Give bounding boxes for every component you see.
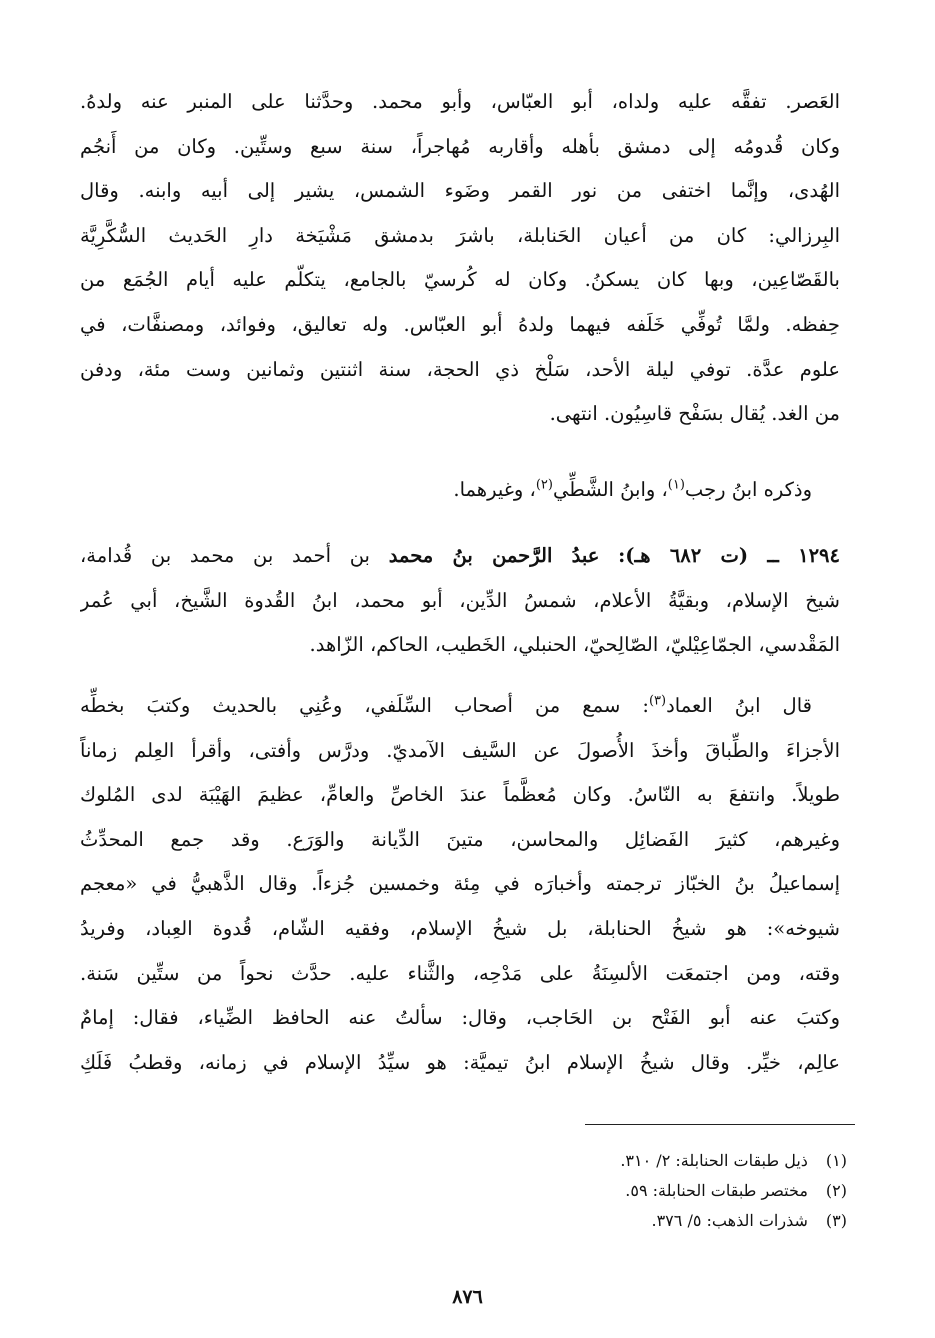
text-line: بالقَصّاعِين، وبها كان يسكنُ. وكان له كُرسيّ بالجامع، يتكلّم عليه أيام الجُمَع من: [80, 268, 840, 292]
text-line: عالِم، خيِّر. وقال شيخُ الإسلام ابنُ تيميَّة: هو سيِّدُ الإسلام في زمانه، وقطبُ فَلَكِ: [80, 1050, 840, 1074]
text-line: البِرزالي: كان من أعيان الحَنابلة، باشرَ بدمشق مَشْيَخة دارِ الحَديث السُّكَّرِيَّة: [80, 223, 840, 247]
citation-text: ، وغيرهما.: [453, 478, 536, 501]
quote-text: قال ابنُ العماد: [666, 694, 812, 717]
text-line: المَقْدسي، الجمّاعِيْليّ، الصّالِحيّ، الحنبلي، الخَطيب، الحاكم، الزّاهد.: [309, 633, 840, 657]
paragraph-citations: [80, 468, 840, 513]
text-line: إسماعيلُ بنُ الخبّاز ترجمته وأخبارَه في مِئة وخمسين جُزءاً. وقال الذَّهبيُّ في «معجم: [80, 872, 840, 896]
citation-text: ، وابنُ الشَّطِّي: [552, 478, 668, 501]
text-line: الهُدى، وإنَّما اختفى من نور القمر وضَوء الشمس، يشير إلى أبيه وابنه. وقال: [80, 179, 840, 203]
footnote-number: (١): [825, 1151, 847, 1170]
text-line: من الغد. يُقال بسَفْح قاسِيُون. انتهى.: [549, 402, 840, 426]
footnote-number: (٣): [825, 1211, 847, 1230]
text-line: شيوخه»: هو شيخُ الحنابلة، بل شيخُ الإسلام، وفقيه الشّام، قُدوة العِباد، وفريدُ: [80, 916, 840, 940]
text-line: حِفظه. ولمَّا تُوفِّي خَلَفه فيهما ولدهُ أبو العبّاس. وله تعاليق، وفوائد، ومصنفَّات، في: [80, 312, 840, 336]
footnote-item: [447, 1176, 847, 1206]
text-line: الأجزاءَ والطِّباقَ وأخذَ الأُصولَ عن السَّيف الآمديّ. ودرَّس وأفتى، وأقرأ العِلم زماناً: [80, 738, 840, 762]
entry-number-date: ١٢٩٤ ــ (ت ٦٨٢ هـ):: [618, 544, 840, 567]
text-line: علوم عدَّة. توفي ليلة الأحد، سَلْخ ذي الحجة، سنة اثنتين وثمانين وست مئة، ودفن: [80, 357, 840, 381]
footnote-item: [447, 1206, 847, 1236]
text-line: وكان قُدومُه إلى دمشق بأهله وأقاربه مُهاجراً، سنة سبع وستِّين. وكان من أَنجُم: [80, 134, 840, 158]
footnote-text: ذيل طبقات الحنابلة: ٢/ ٣١٠.: [620, 1151, 808, 1170]
paragraph-biography-continuation: [80, 80, 840, 437]
text-line: [80, 684, 840, 729]
citation-text: وذكره ابنُ رجب: [684, 478, 812, 501]
entry-name: عبدُ الرَّحمن بنُ محمد: [388, 544, 600, 567]
footnote-number: (٢): [825, 1181, 847, 1200]
text-line: [80, 468, 840, 513]
entry-lineage: بن أحمد بن محمد بن قُدامة،: [80, 544, 370, 567]
footnote-ref-2[interactable]: (٢): [535, 477, 553, 493]
footnote-ref-3[interactable]: (٣): [648, 693, 667, 709]
quote-text: : سمع من أصحاب السِّلَفي، وعُنِي بالحديث وكتبَ بخطِّه: [80, 694, 649, 717]
text-line: وغيرهم، كثيرَ الفَضائِل والمحاسن، متينَ الدِّيانة والوَرَع. وقد جمع المحدِّثُ: [80, 827, 840, 851]
text-line: شيخ الإسلام، وبقيَّةُ الأعلام، شمسُ الدِّين، أبو محمد، ابنُ القُدوة الشَّيخ، أبي عُمر: [80, 588, 840, 612]
footnotes: [447, 1146, 847, 1236]
text-line: وكتبَ عنه أبو الفَتْح بن الحَاجب، وقال: سألتُ عنه الحافظ الضِّياء، فقال: إمامٌ: [80, 1006, 840, 1030]
paragraph-ibn-al-imad-quote: [80, 684, 840, 1085]
text-line: العَصر. تفقَّه عليه ولداه، أبو العبّاس، وأبو محمد. وحدَّثنا على المنبر عنه ولدهُ.: [80, 90, 840, 113]
footnote-item: [447, 1146, 847, 1176]
footnote-divider: [585, 1124, 855, 1125]
page-number: ٨٧٦: [452, 1286, 483, 1308]
text-line: طويلاً. وانتفعَ به النّاسُ. وكان مُعظَّماً عندَ الخاصِّ والعامِّ، عظيمَ الهَيْبَة لدى المُلوك: [80, 783, 840, 807]
footnote-text: شذرات الذهب: ٥/ ٣٧٦.: [651, 1211, 808, 1230]
text-line: وقته، ومن اجتمعَت الألسِنَةُ على مَدْحِه، والثَّناء عليه. حدَّث نحواً من ستِّين سَنة.: [80, 961, 840, 985]
entry-heading: [80, 534, 840, 668]
text-line: [80, 534, 840, 579]
footnote-text: مختصر طبقات الحنابلة: ٥٩.: [625, 1181, 808, 1200]
footnote-ref-1[interactable]: (١): [667, 477, 685, 493]
